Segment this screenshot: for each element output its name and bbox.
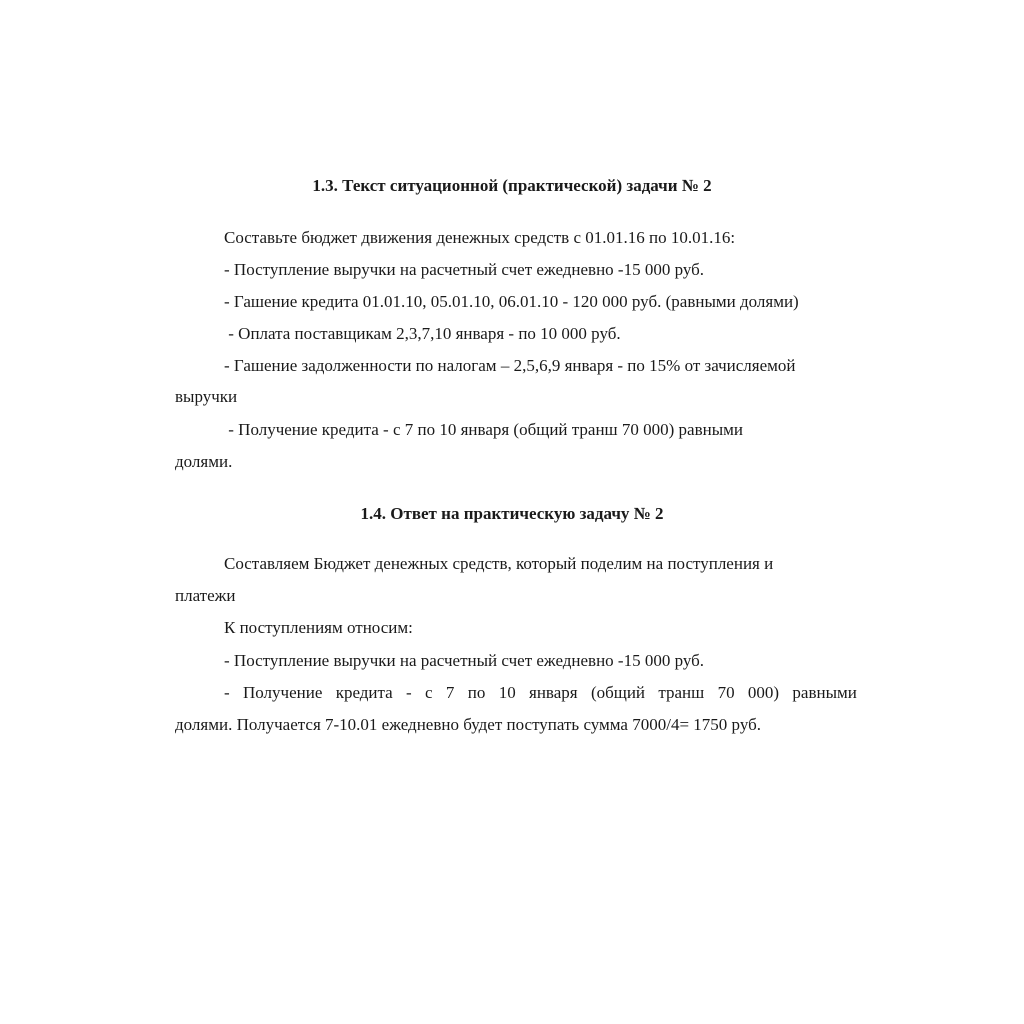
answer-intro-continued: платежи bbox=[175, 586, 236, 605]
task-item-revenue: - Поступление выручки на расчетный счет ежедневно -15 000 руб. bbox=[224, 260, 705, 279]
answer-item-loan-continued: долями. Получается 7-10.01 ежедневно будет поступать сумма 7000/4= 1750 руб. bbox=[175, 715, 761, 734]
answer-intro: Составляем Бюджет денежных средств, который поделим на поступления и bbox=[224, 554, 774, 573]
task-item-loan-repayment: - Гашение кредита 01.01.10, 05.01.10, 06.01.10 - 120 000 руб. (равными долями) bbox=[224, 292, 799, 311]
task-intro: Составьте бюджет движения денежных средств с 01.01.16 по 10.01.16: bbox=[224, 228, 736, 247]
task-item-loan-receipt: - Получение кредита - с 7 по 10 января (общий транш 70 000) равными bbox=[224, 420, 744, 439]
task-item-taxes: - Гашение задолженности по налогам – 2,5,6,9 января - по 15% от зачисляемой bbox=[224, 356, 796, 375]
answer-item-loan: - Получение кредита - с 7 по 10 января (общий транш 70 000) равными bbox=[224, 683, 857, 702]
task-heading: 1.3. Текст ситуационной (практической) задачи № 2 bbox=[312, 176, 712, 195]
answer-heading: 1.4. Ответ на практическую задачу № 2 bbox=[360, 504, 664, 523]
answer-receipts-label: К поступлениям относим: bbox=[224, 618, 413, 637]
task-item-loan-receipt-continued: долями. bbox=[175, 452, 233, 471]
task-item-suppliers: - Оплата поставщикам 2,3,7,10 января - по 10 000 руб. bbox=[224, 324, 621, 343]
answer-item-revenue: - Поступление выручки на расчетный счет ежедневно -15 000 руб. bbox=[224, 651, 705, 670]
task-item-taxes-continued: выручки bbox=[175, 387, 238, 406]
